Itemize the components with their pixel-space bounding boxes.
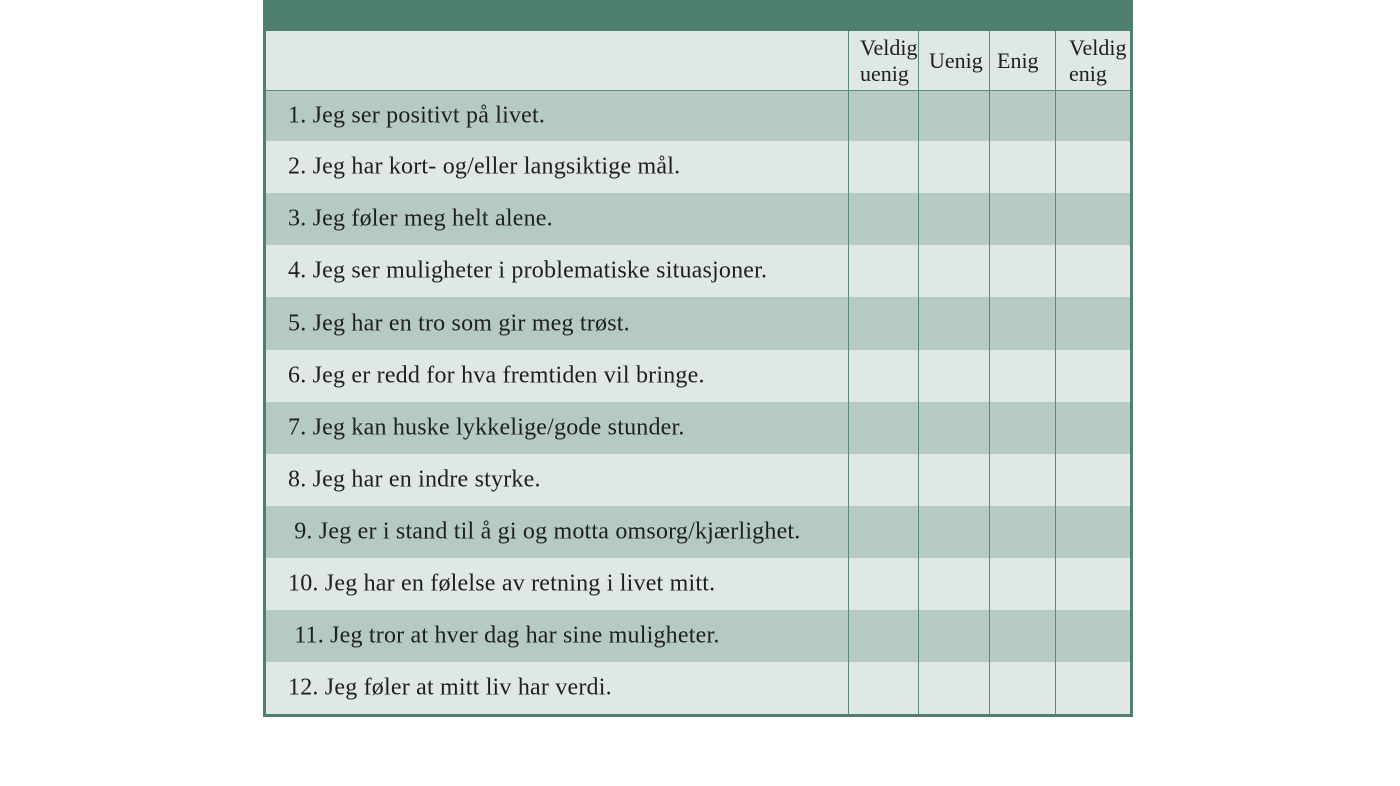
statement-text: 8. Jeg har en indre styrke. [288,466,541,493]
answer-cell-very-disagree[interactable] [849,350,919,402]
statement-text: 1. Jeg ser positivt på livet. [288,102,546,129]
answer-cell-disagree[interactable] [919,141,990,193]
statement-text: 2. Jeg har kort- og/eller langsiktige mål. [288,153,681,180]
table-row [266,610,1130,662]
table-row [266,297,1130,350]
table-row [266,350,1130,402]
statement-cell [266,506,849,558]
answer-cell-very-agree[interactable] [1056,610,1130,662]
answer-cell-disagree[interactable] [919,662,990,714]
table-row [266,506,1130,558]
answer-cell-agree[interactable] [990,402,1056,454]
answer-cell-very-disagree[interactable] [849,193,919,245]
answer-cell-disagree[interactable] [919,402,990,454]
statement-text: 9. Jeg er i stand til å gi og motta omsorg/kjærlighet. [288,518,801,545]
statement-text: 11. Jeg tror at hver dag har sine muligheter. [288,622,720,649]
answer-cell-very-agree[interactable] [1056,558,1130,610]
table-row [266,91,1130,141]
answer-cell-very-agree[interactable] [1056,141,1130,193]
answer-cell-agree[interactable] [990,350,1056,402]
statement-cell [266,350,849,402]
statement-text: 5. Jeg har en tro som gir meg trøst. [288,310,630,336]
header-cell-agree [990,31,1056,90]
table-row [266,193,1130,245]
answer-cell-disagree[interactable] [919,558,990,610]
answer-cell-very-agree[interactable] [1056,91,1130,141]
statement-text: 3. Jeg føler meg helt alene. [288,205,553,232]
header-label-agree: Enig [997,47,1039,73]
answer-cell-very-agree[interactable] [1056,402,1130,454]
table-header-row [266,31,1130,91]
answer-cell-very-disagree[interactable] [849,454,919,506]
answer-cell-disagree[interactable] [919,506,990,558]
answer-cell-very-disagree[interactable] [849,91,919,141]
statement-cell [266,193,849,245]
answer-cell-agree[interactable] [990,506,1056,558]
answer-cell-very-agree[interactable] [1056,454,1130,506]
answer-cell-very-disagree[interactable] [849,402,919,454]
answer-cell-very-disagree[interactable] [849,610,919,662]
statement-cell [266,662,849,714]
statement-text: 4. Jeg ser muligheter i problematiske situasjoner. [288,257,768,284]
answer-cell-agree[interactable] [990,558,1056,610]
answer-cell-very-agree[interactable] [1056,350,1130,402]
answer-cell-agree[interactable] [990,91,1056,141]
statement-text: 6. Jeg er redd for hva fremtiden vil bringe. [288,362,705,389]
statement-cell [266,141,849,193]
answer-cell-disagree[interactable] [919,454,990,506]
answer-cell-disagree[interactable] [919,297,990,350]
answer-cell-very-agree[interactable] [1056,193,1130,245]
answer-cell-agree[interactable] [990,297,1056,350]
answer-cell-agree[interactable] [990,193,1056,245]
statement-cell [266,91,849,141]
table-row [266,402,1130,454]
answer-cell-very-disagree[interactable] [849,245,919,297]
answer-cell-agree[interactable] [990,662,1056,714]
answer-cell-very-disagree[interactable] [849,662,919,714]
statement-cell [266,454,849,506]
header-statement-cell [266,31,849,90]
table-row [266,245,1130,297]
answer-cell-agree[interactable] [990,610,1056,662]
header-cell-very-agree [1056,31,1130,90]
answer-cell-agree[interactable] [990,245,1056,297]
answer-cell-very-agree[interactable] [1056,245,1130,297]
answer-cell-very-disagree[interactable] [849,141,919,193]
table-row [266,558,1130,610]
answer-cell-agree[interactable] [990,141,1056,193]
answer-cell-very-agree[interactable] [1056,297,1130,350]
statement-cell [266,558,849,610]
answer-cell-disagree[interactable] [919,610,990,662]
table-row [266,454,1130,506]
answer-cell-disagree[interactable] [919,350,990,402]
table-row [266,141,1130,193]
statement-text: 10. Jeg har en følelse av retning i livet mitt. [288,570,716,597]
answer-cell-disagree[interactable] [919,193,990,245]
answer-cell-very-disagree[interactable] [849,506,919,558]
statement-cell [266,245,849,297]
statement-cell [266,297,849,350]
table-frame [263,0,1133,717]
answer-cell-disagree[interactable] [919,245,990,297]
header-label-very-agree: Veldig enig [1069,34,1127,86]
title-bar [263,0,1133,30]
statement-text: 7. Jeg kan huske lykkelige/gode stunder. [288,414,685,441]
answer-cell-very-agree[interactable] [1056,662,1130,714]
header-label-very-disagree: Veldig uenig [860,34,918,86]
statement-cell [266,610,849,662]
answer-cell-very-agree[interactable] [1056,506,1130,558]
questionnaire-table [266,31,1130,714]
answer-cell-agree[interactable] [990,454,1056,506]
statement-cell [266,402,849,454]
answer-cell-very-disagree[interactable] [849,297,919,350]
header-cell-very-disagree [849,31,919,90]
answer-cell-disagree[interactable] [919,91,990,141]
answer-cell-very-disagree[interactable] [849,558,919,610]
statement-text: 12. Jeg føler at mitt liv har verdi. [288,674,612,701]
table-row [266,662,1130,714]
header-cell-disagree [919,31,990,90]
header-label-disagree: Uenig [929,47,983,73]
